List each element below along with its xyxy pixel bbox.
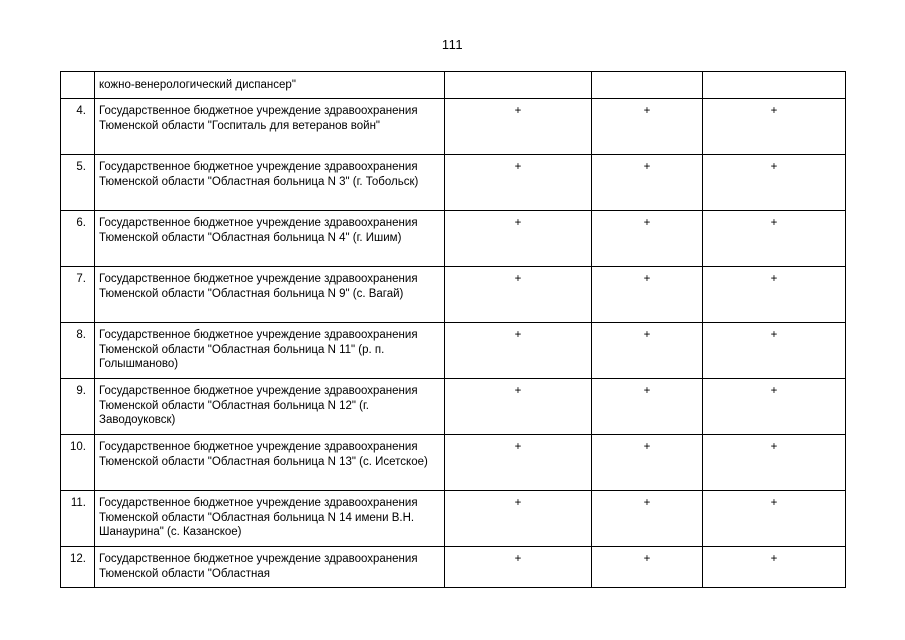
institution-name-cell: Государственное бюджетное учреждение здравоохранения Тюменской области "Областная больница N 13" (с. Исетское) [95,435,445,491]
mark-cell-col2: + [592,211,703,267]
row-number-cell: 12. [61,547,95,588]
table-row [61,435,846,491]
table-row [61,379,846,435]
mark-cell-col2: + [592,155,703,211]
row-number-cell: 5. [61,155,95,211]
table-row [61,211,846,267]
page-number: 111 [441,37,464,52]
table-row [61,547,846,588]
table-body [61,72,846,588]
mark-cell-col3: + [703,379,846,435]
row-number-cell: 9. [61,379,95,435]
mark-cell-col2: + [592,435,703,491]
mark-cell-col1: + [445,155,592,211]
mark-cell-col2: + [592,379,703,435]
mark-cell-col3: + [703,155,846,211]
mark-cell-col2: + [592,323,703,379]
row-number-cell [61,72,95,99]
mark-cell-col3 [703,72,846,99]
row-number-cell: 7. [61,267,95,323]
mark-cell-col2 [592,72,703,99]
table-row [61,155,846,211]
institution-name-cell: Государственное бюджетное учреждение здравоохранения Тюменской области "Областная больница N 14 имени В.Н. Шанаурина" (с. Казанское) [95,491,445,547]
institution-name-cell: Государственное бюджетное учреждение здравоохранения Тюменской области "Областная больница N 3" (г. Тобольск) [95,155,445,211]
mark-cell-col2: + [592,267,703,323]
institution-name-cell: кожно-венерологический диспансер" [95,72,445,99]
mark-cell-col1: + [445,435,592,491]
mark-cell-col1: + [445,379,592,435]
row-number-cell: 4. [61,99,95,155]
mark-cell-col1: + [445,491,592,547]
row-number-cell: 8. [61,323,95,379]
institution-name-cell: Государственное бюджетное учреждение здравоохранения Тюменской области "Областная больница N 9" (с. Вагай) [95,267,445,323]
row-number-cell: 6. [61,211,95,267]
institution-name-cell: Государственное бюджетное учреждение здравоохранения Тюменской области "Областная [95,547,445,588]
institutions-table [60,71,846,588]
table-row [61,491,846,547]
institution-name-cell: Государственное бюджетное учреждение здравоохранения Тюменской области "Областная больница N 11" (р. п. Голышманово) [95,323,445,379]
mark-cell-col3: + [703,99,846,155]
table-row [61,267,846,323]
institution-name-cell: Государственное бюджетное учреждение здравоохранения Тюменской области "Областная больница N 4" (г. Ишим) [95,211,445,267]
mark-cell-col2: + [592,99,703,155]
mark-cell-col2: + [592,491,703,547]
mark-cell-col1: + [445,99,592,155]
institution-name-cell: Государственное бюджетное учреждение здравоохранения Тюменской области "Госпиталь для ветеранов войн" [95,99,445,155]
row-number-cell: 10. [61,435,95,491]
table-row [61,323,846,379]
mark-cell-col3: + [703,323,846,379]
institution-name-cell: Государственное бюджетное учреждение здравоохранения Тюменской области "Областная больница N 12" (г. Заводоуковск) [95,379,445,435]
mark-cell-col3: + [703,211,846,267]
mark-cell-col1 [445,72,592,99]
mark-cell-col3: + [703,547,846,588]
mark-cell-col3: + [703,267,846,323]
table-row-continuation [61,72,846,99]
table-row [61,99,846,155]
row-number-cell: 11. [61,491,95,547]
mark-cell-col1: + [445,323,592,379]
mark-cell-col1: + [445,267,592,323]
mark-cell-col3: + [703,435,846,491]
mark-cell-col3: + [703,491,846,547]
mark-cell-col2: + [592,547,703,588]
mark-cell-col1: + [445,547,592,588]
mark-cell-col1: + [445,211,592,267]
